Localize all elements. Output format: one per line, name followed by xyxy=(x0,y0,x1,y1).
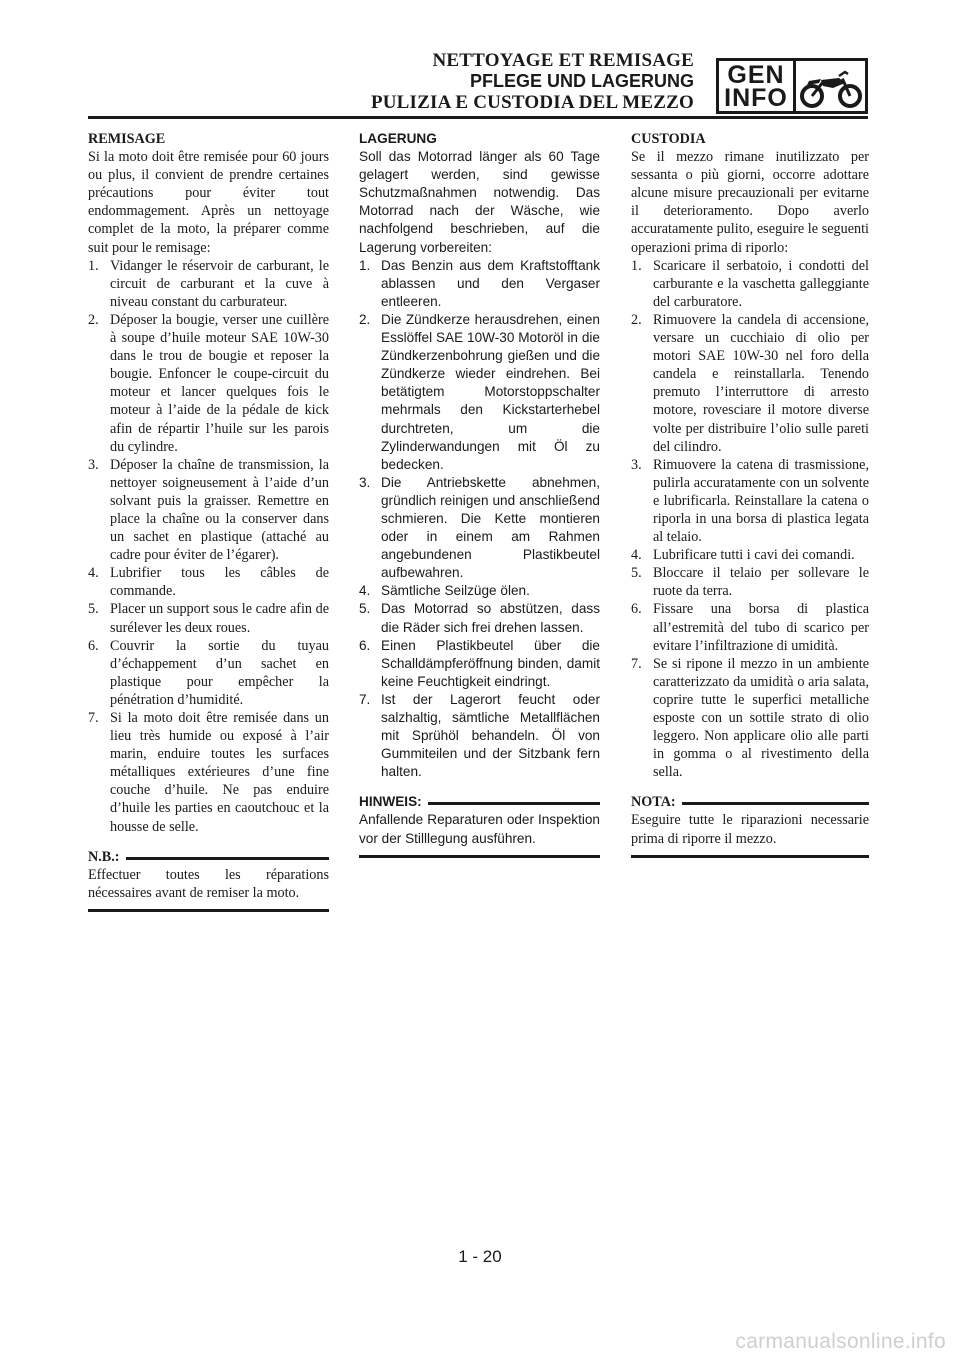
section-heading-italian: CUSTODIA xyxy=(631,131,706,147)
section-heading-german: LAGERUNG xyxy=(359,131,437,146)
step-number: 4. xyxy=(631,547,642,564)
step-2 xyxy=(631,311,869,456)
step-number: 5. xyxy=(631,565,642,582)
note-text: Eseguire tutte le riparazioni necessarie prima di riporre il mezzo. xyxy=(631,812,869,847)
step-3 xyxy=(631,456,869,546)
step-text: Si la moto doit être remisée dans un lieu très humide ou exposé à l’air marin, enduire toutes les surfaces métalliques extérieures d’une fine couche d’huile. Ne pas enduire d’huile les parties en caoutchouc et la housse de selle. xyxy=(110,710,329,835)
step-5 xyxy=(88,600,329,636)
step-4 xyxy=(631,546,869,564)
step-text: Placer un support sous le cadre afin de surélever les deux roues. xyxy=(110,601,329,636)
note-end-rule xyxy=(631,855,869,858)
step-text: Lubrificare tutti i cavi dei comandi. xyxy=(653,547,855,564)
step-number: 4. xyxy=(88,565,99,582)
step-6 xyxy=(88,637,329,709)
motorcycle-icon xyxy=(799,66,863,110)
step-1 xyxy=(631,257,869,311)
step-number: 6. xyxy=(88,637,99,654)
step-text: Das Benzin aus dem Kraftstofftank ablassen und den Vergaser entleeren. xyxy=(381,257,600,309)
step-text: Sämtliche Seilzüge ölen. xyxy=(381,583,530,599)
note-text: Anfallende Reparaturen oder Inspektion vor der Stilllegung ausführen. xyxy=(359,812,600,846)
step-3 xyxy=(88,456,329,565)
note-end-rule xyxy=(359,855,600,858)
step-text: Rimuovere la catena di trasmissione, pulirla accuratamente con un solvente e lubrificarla. Reinstallare la catena o riporla in una borsa di plastica legata al telaio. xyxy=(653,456,869,546)
step-number: 5. xyxy=(359,601,371,617)
step-number: 4. xyxy=(359,583,371,599)
step-number: 1. xyxy=(88,257,99,274)
step-number: 1. xyxy=(359,257,371,273)
intro-italian: Se il mezzo rimane inutilizzato per sessanta o più giorni, occorre adottare alcune misure precauzionali per evitarne il deterioramento. Dopo averlo accuratamente pulito, eseguire le seguenti operazioni prima di riporlo: xyxy=(631,149,869,256)
step-text: Déposer la chaîne de transmission, la nettoyer soigneusement à l’aide d’un solvant puis la graisser. Remettre en place la chaîne ou la conserver dans un sachet en plastique (attaché au cadre pour éviter de l’égarer). xyxy=(110,456,329,564)
step-text: Fissare una borsa di plastica all’estremità del tubo di scarico per evitare l’infiltrazione di umidità. xyxy=(653,601,869,654)
badge-line-gen: GEN xyxy=(727,61,785,89)
step-number: 6. xyxy=(631,601,642,618)
title-french: NETTOYAGE ET REMISAGE xyxy=(432,50,694,71)
steps-french xyxy=(88,257,329,836)
step-6 xyxy=(631,600,869,654)
badge-line-info: INFO xyxy=(724,84,788,112)
note-label: NOTA: xyxy=(631,794,676,811)
note-end-rule xyxy=(88,909,329,912)
step-text: Das Motorrad so abstützen, dass die Räder sich frei drehen lassen. xyxy=(381,601,600,635)
note-german xyxy=(359,793,600,857)
step-text: Vidanger le réservoir de carburant, le circuit de carburant et la cuve à niveau constant du carburateur. xyxy=(110,257,329,310)
step-7 xyxy=(359,691,600,781)
step-number: 3. xyxy=(631,456,642,473)
note-header xyxy=(631,793,869,811)
step-number: 5. xyxy=(88,601,99,618)
step-text: Die Antriebskette abnehmen, gründlich reinigen und anschließend schmieren. Die Kette montieren oder in einem am Rahmen angebundenen Plastikbeutel aufbewahren. xyxy=(381,474,600,581)
step-6 xyxy=(359,637,600,691)
step-text: Se si ripone il mezzo in un ambiente caratterizzato da umidità o aria salata, coprire tutte le superfici metalliche esposte con un sottile strato di olio leggero. Non applicare olio alle parti in gomma o al rivestimento della sella. xyxy=(653,655,869,781)
step-7 xyxy=(631,655,869,782)
step-text: Lubrifier tous les câbles de commande. xyxy=(110,565,329,600)
step-number: 1. xyxy=(631,257,642,274)
note-label: HINWEIS: xyxy=(359,794,422,810)
step-text: Rimuovere la candela di accensione, versare un cucchiaio di olio per motori SAE 10W-30 nel foro della candela e reinstallarla. Tenendo premuto l’interruttore di arresto motore, rovesciare il motore diverse volte per distribuire l’olio sulle pareti del cilindro. xyxy=(653,311,869,455)
note-rule xyxy=(428,802,600,805)
note-label: N.B.: xyxy=(88,848,120,865)
column-german xyxy=(359,130,600,858)
step-2 xyxy=(88,311,329,456)
step-number: 7. xyxy=(88,710,99,726)
step-5 xyxy=(631,564,869,600)
step-number: 2. xyxy=(88,311,99,328)
column-italian xyxy=(631,130,869,858)
title-german: PFLEGE UND LAGERUNG xyxy=(469,71,694,91)
note-french xyxy=(88,848,329,912)
step-text: Die Zündkerze herausdrehen, einen Esslöffel SAE 10W-30 Motoröl in die Zündkerzenbohrung gießen und die Zündkerze wieder eindrehen. Bei betätigtem Motorstoppschalter mehrmals den Kickstarterhebel durchtreten, um die Zylinderwandungen mit Öl zu bedecken. xyxy=(381,311,600,472)
header-titles xyxy=(371,50,694,113)
step-number: 6. xyxy=(359,637,371,653)
step-text: Bloccare il telaio per sollevare le ruote da terra. xyxy=(653,565,869,600)
column-french xyxy=(88,130,329,912)
title-italian: PULIZIA E CUSTODIA DEL MEZZO xyxy=(370,92,694,113)
step-2 xyxy=(359,311,600,474)
intro-french: Si la moto doit être remisée pour 60 jours ou plus, il convient de prendre certaines précautions pour éviter tout endommagement. Après un nettoyage complet de la moto, la préparer comme suit pour le remisage: xyxy=(88,149,329,256)
section-heading-french: REMISAGE xyxy=(88,131,166,147)
step-5 xyxy=(359,600,600,636)
intro-german: Soll das Motorrad länger als 60 Tage gelagert werden, sind gewisse Schutzmaßnahmen notwendig. Das Motorrad nach der Wäsche, wie nachfolgend beschrieben, auf die Lagerung vorbereiten: xyxy=(359,149,600,255)
step-number: 3. xyxy=(88,456,99,473)
step-number: 3. xyxy=(359,474,371,490)
step-number: 2. xyxy=(631,311,642,328)
gen-info-badge xyxy=(716,58,796,114)
header-divider xyxy=(88,116,868,119)
step-3 xyxy=(359,474,600,583)
step-number: 2. xyxy=(359,311,371,327)
step-4 xyxy=(359,582,600,600)
note-rule xyxy=(682,802,869,805)
step-text: Couvrir la sortie du tuyau d’échappement d’un sachet en plastique pour empêcher la pénétration d’humidité. xyxy=(110,637,329,708)
steps-german xyxy=(359,257,600,782)
note-rule xyxy=(126,857,329,860)
step-text: Einen Plastikbeutel über die Schalldämpferöffnung binden, damit keine Feuchtigkeit eindringt. xyxy=(381,637,600,689)
step-text: Ist der Lagerort feucht oder salzhaltig, sämtliche Metallflächen mit Sprühöl behandeln. Öl von Gummiteilen und der Sitzbank fern halten. xyxy=(381,691,600,780)
badge-icon-box xyxy=(796,58,868,114)
note-italian xyxy=(631,793,869,857)
steps-italian xyxy=(631,257,869,782)
step-1 xyxy=(359,257,600,311)
note-header xyxy=(88,848,329,866)
step-4 xyxy=(88,564,329,600)
step-text: Déposer la bougie, verser une cuillère à soupe d’huile moteur SAE 10W-30 dans le trou de bougie et reposer la bougie. Enfoncer le coupe-circuit du moteur et lancer quelques fois le moteur à l’aide de la pédale de kick afin de répartir l’huile sur les parois du cylindre. xyxy=(110,311,329,455)
note-header xyxy=(359,793,600,811)
step-number: 7. xyxy=(359,691,371,707)
watermark: carmanualsonline.info xyxy=(735,1330,946,1353)
step-1 xyxy=(88,257,329,311)
step-text: Scaricare il serbatoio, i condotti del carburante e la vaschetta galleggiante del carburatore. xyxy=(653,257,869,310)
step-7 xyxy=(88,709,329,836)
page-number: 1 - 20 xyxy=(458,1247,502,1266)
note-text: Effectuer toutes les réparations nécessaires avant de remiser la moto. xyxy=(88,866,329,901)
step-number: 7. xyxy=(631,655,642,672)
